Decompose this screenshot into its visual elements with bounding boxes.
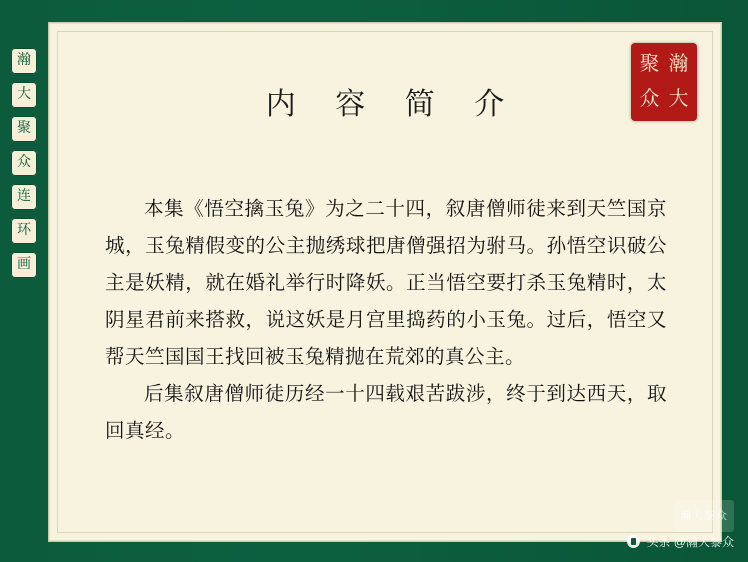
sidebar-item-6[interactable] — [11, 218, 37, 244]
seal-stamp-icon — [631, 43, 697, 121]
seal-char-3: 众 — [639, 88, 660, 111]
sidebar-item-2[interactable] — [11, 82, 37, 108]
paragraph-2: 后集叙唐僧师徒历经一十四载艰苦跋涉，终于到达西天，取回真经。 — [105, 384, 667, 442]
sidebar-item-label: 连 — [17, 189, 31, 204]
paragraph-1: 本集《悟空擒玉兔》为之二十四，叙唐僧师徒来到天竺国京城，玉兔精假变的公主抛绣球把唐僧强招为驸马。孙悟空识破公主是妖精，就在婚礼举行时降妖。正当悟空要打杀玉兔精时，太阴星君前来搭救，说这妖是月宫里捣药的小玉兔。过后，悟空又帮天竺国国王找回被玉兔精抛在荒郊的真公主。 — [105, 199, 667, 368]
body-text — [105, 191, 667, 450]
sidebar-item-label: 画 — [17, 257, 31, 272]
sidebar-item-3[interactable] — [11, 116, 37, 142]
sidebar-item-label: 环 — [17, 223, 31, 238]
seal-char-4: 大 — [668, 88, 689, 111]
toutiao-logo-icon — [627, 535, 640, 548]
sidebar-item-5[interactable] — [11, 184, 37, 210]
sidebar-item-1[interactable] — [11, 48, 37, 74]
seal-char-1: 聚 — [639, 53, 660, 76]
sidebar-item-label: 众 — [17, 155, 31, 170]
seal-char-2: 瀚 — [668, 53, 689, 76]
page-title: 内 容 简 介 — [265, 88, 521, 121]
sidebar-item-label: 聚 — [17, 121, 31, 136]
content-sheet — [48, 22, 722, 542]
watermark — [627, 533, 734, 550]
sidebar-item-label: 大 — [17, 87, 31, 102]
watermark-stamp: 瀚大黎众 — [674, 500, 734, 532]
sidebar-item-label: 瀚 — [17, 53, 31, 68]
sidebar — [0, 0, 48, 562]
watermark-label: 头条 @瀚大黎众 — [646, 535, 734, 549]
sidebar-item-7[interactable] — [11, 252, 37, 278]
sidebar-item-4[interactable] — [11, 150, 37, 176]
